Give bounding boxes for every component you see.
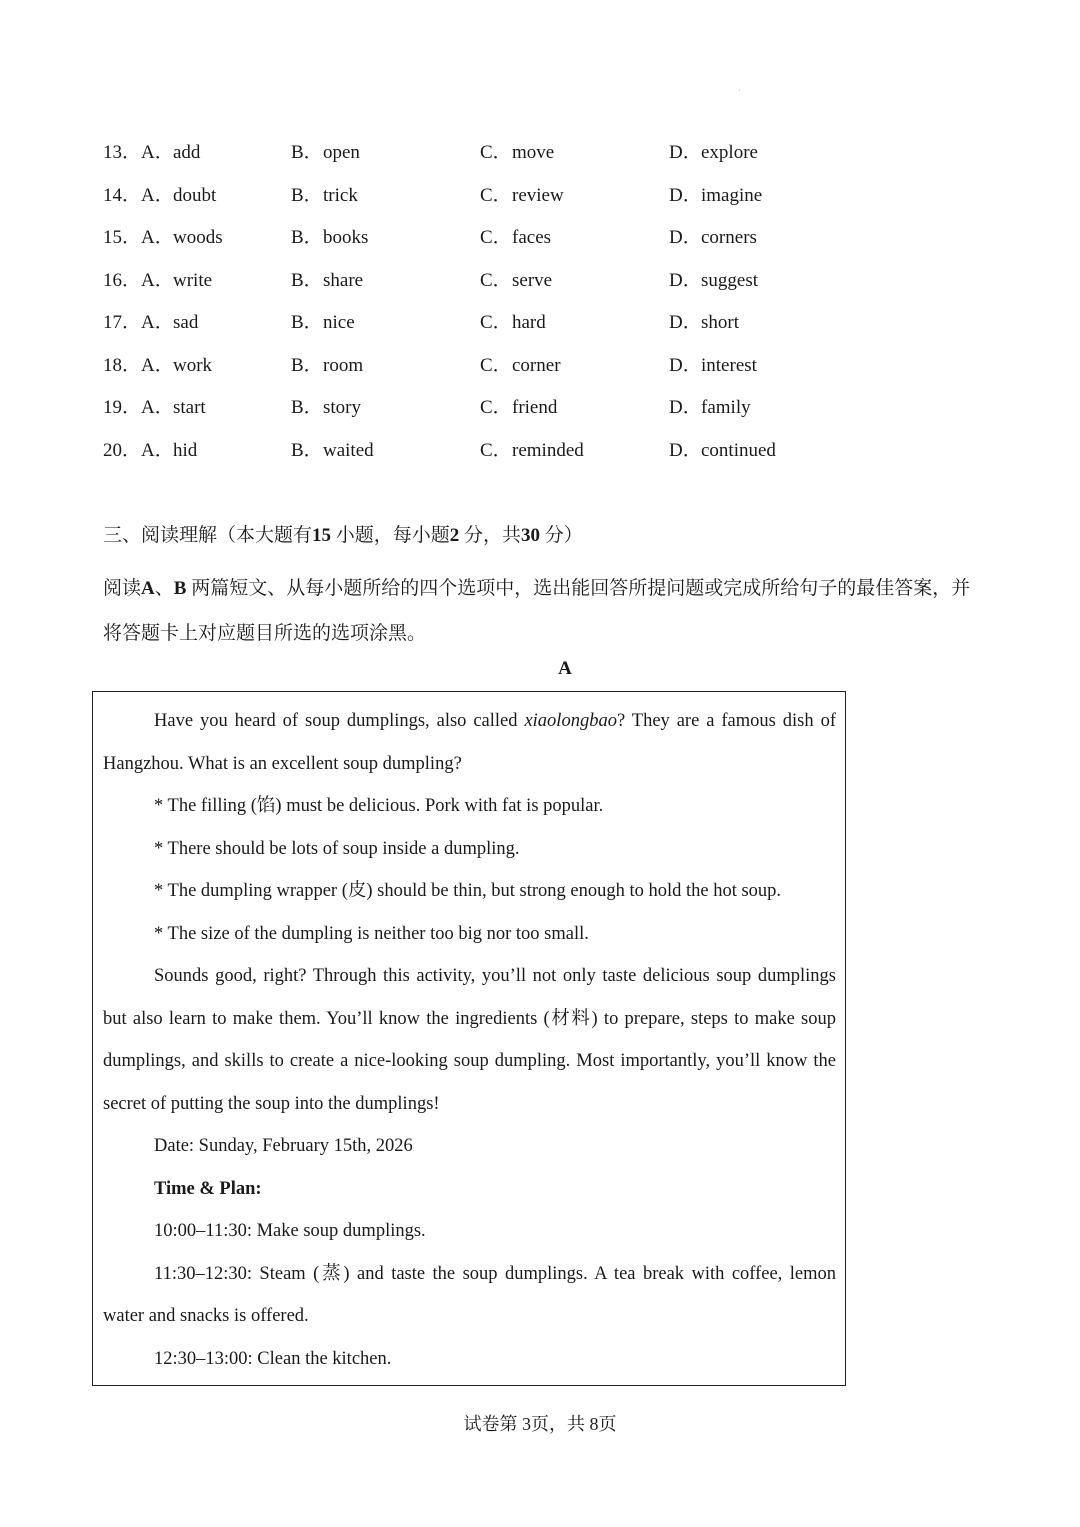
option-letter: C． (480, 397, 512, 418)
option-text: reminded (512, 439, 584, 461)
option-text: suggest (701, 269, 758, 291)
option-letter: A． (141, 397, 174, 418)
event-date: Date: Sunday, February 15th, 2026 (154, 1136, 413, 1156)
option-text: faces (512, 227, 552, 248)
answer-option (141, 140, 200, 166)
option-letter: A． (141, 184, 174, 206)
answer-option (669, 310, 739, 336)
option-letter: C． (480, 439, 512, 461)
bullet-item: * There should be lots of soup inside a dumpling. (154, 838, 520, 859)
option-text: books (323, 227, 369, 248)
question-number: 20． (103, 439, 142, 461)
option-letter: D． (669, 269, 702, 291)
question-row (103, 140, 863, 183)
option-letter: A． (141, 227, 174, 248)
option-text: hid (173, 439, 198, 461)
option-letter: C． (480, 269, 512, 291)
option-letter: B． (291, 354, 323, 376)
answer-option (669, 353, 757, 379)
answer-option (480, 183, 564, 209)
option-text: woods (173, 227, 223, 248)
option-letter: A． (141, 439, 174, 461)
passage-box (92, 691, 846, 1386)
option-letter: B． (291, 397, 323, 418)
plan-item: 12:30–13:00: Clean the kitchen. (154, 1348, 392, 1369)
option-text: doubt (173, 184, 217, 206)
question-number: 15． (103, 227, 142, 248)
plan-heading: Time & Plan: (154, 1178, 262, 1199)
option-text: interest (701, 354, 757, 376)
answer-option (669, 438, 776, 464)
option-text: corners (701, 227, 757, 248)
answer-option (291, 310, 355, 336)
option-letter: C． (480, 354, 512, 376)
option-text: share (323, 269, 364, 291)
answer-option (141, 225, 223, 251)
answer-option (291, 438, 374, 464)
plan-item: 11:30–12:30: Steam (蒸) and taste the soup dumplings. A tea break with coffee, lemon water and snacks is offered. (103, 1263, 836, 1326)
option-letter: D． (669, 227, 702, 248)
answer-option (291, 353, 363, 379)
answer-option (141, 395, 206, 421)
option-text: story (323, 397, 361, 418)
option-letter: C． (480, 312, 512, 333)
option-text: sad (173, 312, 199, 333)
option-letter: D． (669, 397, 702, 418)
answer-option (291, 225, 368, 251)
option-text: imagine (701, 184, 763, 206)
instructions: 阅读A、B 两篇短文、从每小题所给的四个选项中，选出能回答所提问题或完成所给句子的最佳答案，并将答题卡上对应题目所选的选项涂黑。 (103, 578, 971, 644)
option-letter: C． (480, 184, 512, 206)
option-letter: A． (141, 312, 174, 333)
answer-option (291, 395, 361, 421)
option-letter: A． (141, 269, 174, 291)
answer-option (141, 310, 198, 336)
question-row (103, 225, 863, 268)
answer-option (141, 268, 212, 294)
question-number: 16． (103, 269, 142, 291)
answer-option (480, 395, 557, 421)
option-text: open (323, 142, 360, 163)
options-table (103, 140, 863, 480)
option-text: add (173, 142, 201, 163)
answer-option (480, 268, 552, 294)
question-row (103, 310, 863, 353)
passage-text (103, 700, 836, 1380)
question-number: 19． (103, 397, 142, 418)
option-text: serve (512, 269, 553, 291)
answer-option (669, 268, 758, 294)
option-text: explore (701, 142, 758, 163)
option-text: write (173, 269, 213, 291)
section-title: 三、阅读理解（本大题有15 小题，每小题2 分，共30 分） (103, 525, 583, 546)
bullet-item: * The filling (馅) must be delicious. Pork with fat is popular. (154, 796, 604, 816)
answer-option (480, 140, 554, 166)
option-letter: C． (480, 142, 512, 163)
passage-intro: Have you heard of soup dumplings, also called xiaolongbao? They are a famous dish of Hangzhou. What is an excellent soup dumpling? (103, 711, 836, 774)
answer-option (669, 395, 751, 421)
option-letter: B． (291, 312, 323, 333)
option-letter: B． (291, 227, 323, 248)
question-number: 17． (103, 312, 142, 333)
option-text: review (512, 184, 564, 206)
corner-mark: · (738, 86, 741, 95)
option-letter: B． (291, 269, 323, 291)
answer-option (141, 353, 212, 379)
option-text: short (701, 312, 739, 333)
option-text: nice (323, 312, 355, 333)
option-text: trick (323, 184, 358, 206)
option-text: hard (512, 312, 546, 333)
option-letter: D． (669, 439, 702, 461)
answer-option (480, 438, 584, 464)
answer-option (669, 225, 757, 251)
option-letter: D． (669, 142, 702, 163)
answer-option (291, 140, 360, 166)
option-letter: A． (141, 142, 174, 163)
option-text: room (323, 354, 364, 376)
answer-option (291, 183, 358, 209)
question-row (103, 268, 863, 311)
answer-option (480, 225, 551, 251)
question-number: 14． (103, 184, 142, 206)
answer-option (141, 438, 197, 464)
option-text: move (512, 142, 555, 163)
answer-option (480, 310, 546, 336)
answer-option (669, 140, 758, 166)
option-letter: C． (480, 227, 512, 248)
option-letter: D． (669, 312, 702, 333)
option-text: start (173, 397, 206, 418)
option-text: waited (323, 439, 374, 461)
option-letter: D． (669, 184, 702, 206)
question-number: 13． (103, 142, 142, 163)
option-letter: B． (291, 439, 323, 461)
passage-body: Sounds good, right? Through this activity, you’ll not only taste delicious soup dumplings but also learn to make them. You’ll know the ingredients (材料) to prepare, steps to make soup dumplings, and skills to create a nice-looking soup dumpling. Most importantly, you’ll know the secret of putting the soup into the dumplings! (103, 966, 836, 1114)
option-text: work (173, 354, 213, 376)
answer-option (480, 353, 561, 379)
option-letter: D． (669, 354, 702, 376)
plan-item: 10:00–11:30: Make soup dumplings. (154, 1221, 426, 1241)
passage-label: A (558, 658, 572, 679)
option-letter: B． (291, 184, 323, 206)
question-row (103, 353, 863, 396)
bullet-item: * The dumpling wrapper (皮) should be thin, but strong enough to hold the hot soup. (154, 881, 782, 901)
option-text: family (701, 397, 751, 418)
question-row (103, 438, 863, 481)
bullet-item: * The size of the dumpling is neither too big nor too small. (154, 923, 589, 944)
answer-option (669, 183, 762, 209)
answer-option (291, 268, 363, 294)
option-letter: B． (291, 142, 323, 163)
option-letter: A． (141, 354, 174, 376)
question-number: 18． (103, 354, 142, 376)
option-text: continued (701, 439, 776, 461)
option-text: corner (512, 354, 561, 376)
question-row (103, 183, 863, 226)
question-row (103, 395, 863, 438)
answer-option (141, 183, 216, 209)
option-text: friend (512, 397, 558, 418)
page-footer: 试卷第 3页，共 8页 (463, 1414, 617, 1434)
